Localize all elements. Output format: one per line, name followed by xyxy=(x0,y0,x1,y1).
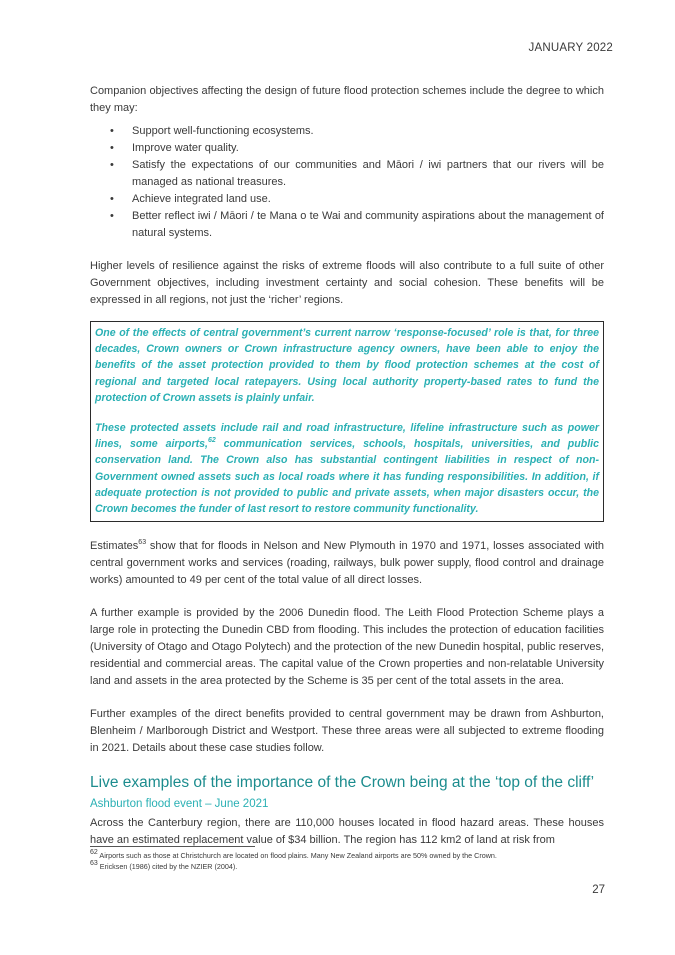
list-item: • Better reflect iwi / Māori / te Mana o te Wai and community aspirations about the management of natural systems. xyxy=(90,208,604,242)
estimates-paragraph xyxy=(90,538,604,589)
footnote-number: 62 xyxy=(90,848,98,856)
footnote-divider xyxy=(90,846,255,847)
sub-heading: Ashburton flood event – June 2021 xyxy=(90,798,269,811)
intro-paragraph: Companion objectives affecting the design of future flood protection schemes include the degree to which they may: xyxy=(90,85,604,114)
footnote-ref-63[interactable]: 63 xyxy=(138,538,147,546)
footnote-62 xyxy=(90,850,604,861)
footnote-63 xyxy=(90,861,604,872)
callout-box xyxy=(90,321,604,522)
callout-paragraph-2 xyxy=(95,420,599,517)
canterbury-paragraph: Across the Canterbury region, there are 110,000 houses located in flood hazard areas. These houses have an estimated replacement value of $34 billion. The region has 112 km2 of land at risk from xyxy=(90,817,604,847)
callout-text-a: These protected assets include rail and road infrastructure, lifeline infrastructure such as power lines, some airports, xyxy=(95,422,599,451)
list-item: • Satisfy the expectations of our communities and Māori / iwi partners that our rivers will be managed as national treasures. xyxy=(90,157,604,191)
estimates-lead: Estimates xyxy=(90,540,139,553)
list-item: • Support well-functioning ecosystems. xyxy=(90,123,604,140)
objectives-list xyxy=(90,123,604,242)
footnote-number: 63 xyxy=(90,859,98,867)
further-examples-paragraph: Further examples of the direct benefits provided to central government may be drawn from Ashburton, Blenheim / Marlborough District and Westport. These three areas were all subjected to extreme flooding in 2021. Details about these case studies follow. xyxy=(90,708,604,755)
resilience-paragraph: Higher levels of resilience against the risks of extreme floods will also contribute to a full suite of other Government objectives, including investment certainty and social cohesion. These benefits will be expressed in all regions, not just the ‘richer’ regions. xyxy=(90,260,604,306)
page-header-date: JANUARY 2022 xyxy=(528,42,613,54)
callout-text-b: communication services, schools, hospitals, universities, and public conservation land. The Crown also has substantial contingent liabilities in respect of non-Government owned assets such as local roads where it has funding responsibilities. In addition, if adequate protection is not provided to public and private assets, when major disasters occur, the Crown becomes the funder of last resort to restore community functionality. xyxy=(95,438,599,516)
footnote-text: Ericksen (1986) cited by the NZIER (2004). xyxy=(97,862,238,871)
footnote-text: Airports such as those at Christchurch are located on flood plains. Many New Zealand airports are 50% owned by the Crown. xyxy=(97,851,497,860)
estimates-rest: show that for floods in Nelson and New Plymouth in 1970 and 1971, losses associated with central government works and services (roading, railways, bulk power supply, flood control and drainage works) amounted to 49 per cent of the total value of all direct losses. xyxy=(90,540,604,587)
callout-paragraph-1: One of the effects of central government’s current narrow ‘response-focused’ role is that, for three decades, Crown owners or Crown infrastructure agency owners, have been able to enjoy the benefits of the asset protection provided to them by flood protection schemes at the cost of regional and targeted local ratepayers. Using local authority property-based rates to fund the protection of Crown assets is plainly unfair. xyxy=(95,327,599,404)
dunedin-paragraph: A further example is provided by the 2006 Dunedin flood. The Leith Flood Protection Scheme plays a large role in protecting the Dunedin CBD from flooding. This includes the protection of education facilities (University of Otago and Otago Polytech) and the protection of the new Dunedin hospital, public reserves, residential and commercial areas. The capital value of the Crown properties and non-relatable University land and assets in the area protected by the Scheme is 35 per cent of the total assets in the area. xyxy=(90,607,604,688)
footnotes xyxy=(90,846,604,872)
footnote-ref-62[interactable]: 62 xyxy=(207,436,216,444)
section-heading: Live examples of the importance of the Crown being at the ‘top of the cliff’ xyxy=(90,774,595,792)
page-number: 27 xyxy=(592,884,605,896)
list-item: • Improve water quality. xyxy=(90,140,604,157)
page-body xyxy=(90,83,604,849)
list-item: • Achieve integrated land use. xyxy=(90,191,604,208)
